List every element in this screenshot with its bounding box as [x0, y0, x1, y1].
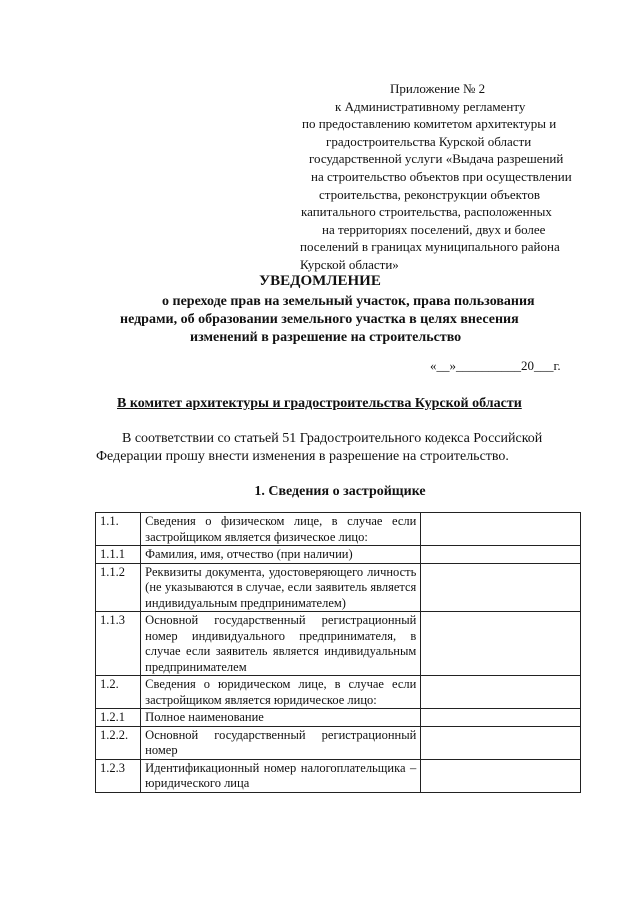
appendix-line: к Административному регламенту: [335, 98, 526, 114]
subtitle-line: недрами, об образовании земельного участка в целях внесения: [120, 312, 519, 327]
row-value-field[interactable]: [421, 726, 581, 759]
row-number: 1.1.2: [96, 563, 141, 612]
developer-info-table: [95, 512, 581, 793]
row-value-field[interactable]: [421, 759, 581, 792]
row-value-field[interactable]: [421, 513, 581, 546]
row-description: Реквизиты документа, удостоверяющего личность (не указываются в случае, если заявитель является индивидуальным предпринимателем): [141, 563, 421, 612]
row-description: Основной государственный регистрационный номер индивидуального предпринимателя, в случае если заявитель является индивидуальным предпринимателем: [141, 612, 421, 676]
intro-line: Федерации прошу внести изменения в разрешение на строительство.: [96, 449, 509, 464]
row-number: 1.2.2.: [96, 726, 141, 759]
appendix-line: по предоставлению комитетом архитектуры и: [302, 116, 557, 132]
row-value-field[interactable]: [421, 709, 581, 727]
row-description: Идентификационный номер налогоплательщика – юридического лица: [141, 759, 421, 792]
row-number: 1.2.1: [96, 709, 141, 727]
intro-line: В соответствии со статьей 51 Градостроительного кодекса Российской: [122, 431, 543, 446]
appendix-line: Приложение № 2: [390, 81, 486, 96]
row-value-field[interactable]: [421, 676, 581, 709]
appendix-line: государственной услуги «Выдача разрешений: [309, 151, 564, 167]
row-value-field[interactable]: [421, 612, 581, 676]
row-number: 1.2.: [96, 676, 141, 709]
section-heading: 1. Сведения о застройщике: [254, 484, 426, 499]
row-value-field[interactable]: [421, 563, 581, 612]
row-value-field[interactable]: [421, 546, 581, 564]
row-description: Сведения о физическом лице, в случае если застройщиком является физическое лицо:: [141, 513, 421, 546]
appendix-line: на строительство объектов при осуществлении: [311, 168, 572, 184]
addressee: В комитет архитектуры и градостроительства Курской области: [117, 396, 522, 411]
row-description: Фамилия, имя, отчество (при наличии): [141, 546, 421, 564]
row-description: Сведения о юридическом лице, в случае если застройщиком является юридическое лицо:: [141, 676, 421, 709]
row-number: 1.1.1: [96, 546, 141, 564]
table-row: [96, 759, 581, 792]
appendix-line: на территориях поселений, двух и более: [322, 221, 546, 237]
table-row: [96, 709, 581, 727]
row-number: 1.1.: [96, 513, 141, 546]
date-line: «__»__________20___г.: [430, 358, 561, 373]
appendix-block: [298, 80, 598, 274]
row-number: 1.2.3: [96, 759, 141, 792]
subtitle-line: изменений в разрешение на строительство: [190, 330, 462, 345]
appendix-line: капитального строительства, расположенных: [301, 204, 552, 220]
appendix-line: градостроительства Курской области: [326, 133, 532, 149]
appendix-line: Курской области»: [300, 256, 399, 272]
row-number: 1.1.3: [96, 612, 141, 676]
row-description: Полное наименование: [141, 709, 421, 727]
table-row: [96, 676, 581, 709]
table-row: [96, 546, 581, 564]
table-row: [96, 726, 581, 759]
row-description: Основной государственный регистрационный номер: [141, 726, 421, 759]
appendix-line: строительства, реконструкции объектов: [319, 186, 540, 202]
document-title: УВЕДОМЛЕНИЕ: [259, 273, 381, 289]
table-row: [96, 513, 581, 546]
document-subtitle: [110, 293, 580, 347]
table-row: [96, 612, 581, 676]
subtitle-line: о переходе прав на земельный участок, права пользования: [162, 294, 535, 309]
table-row: [96, 563, 581, 612]
appendix-line: поселений в границах муниципального района: [300, 239, 560, 255]
intro-paragraph: [96, 430, 586, 466]
